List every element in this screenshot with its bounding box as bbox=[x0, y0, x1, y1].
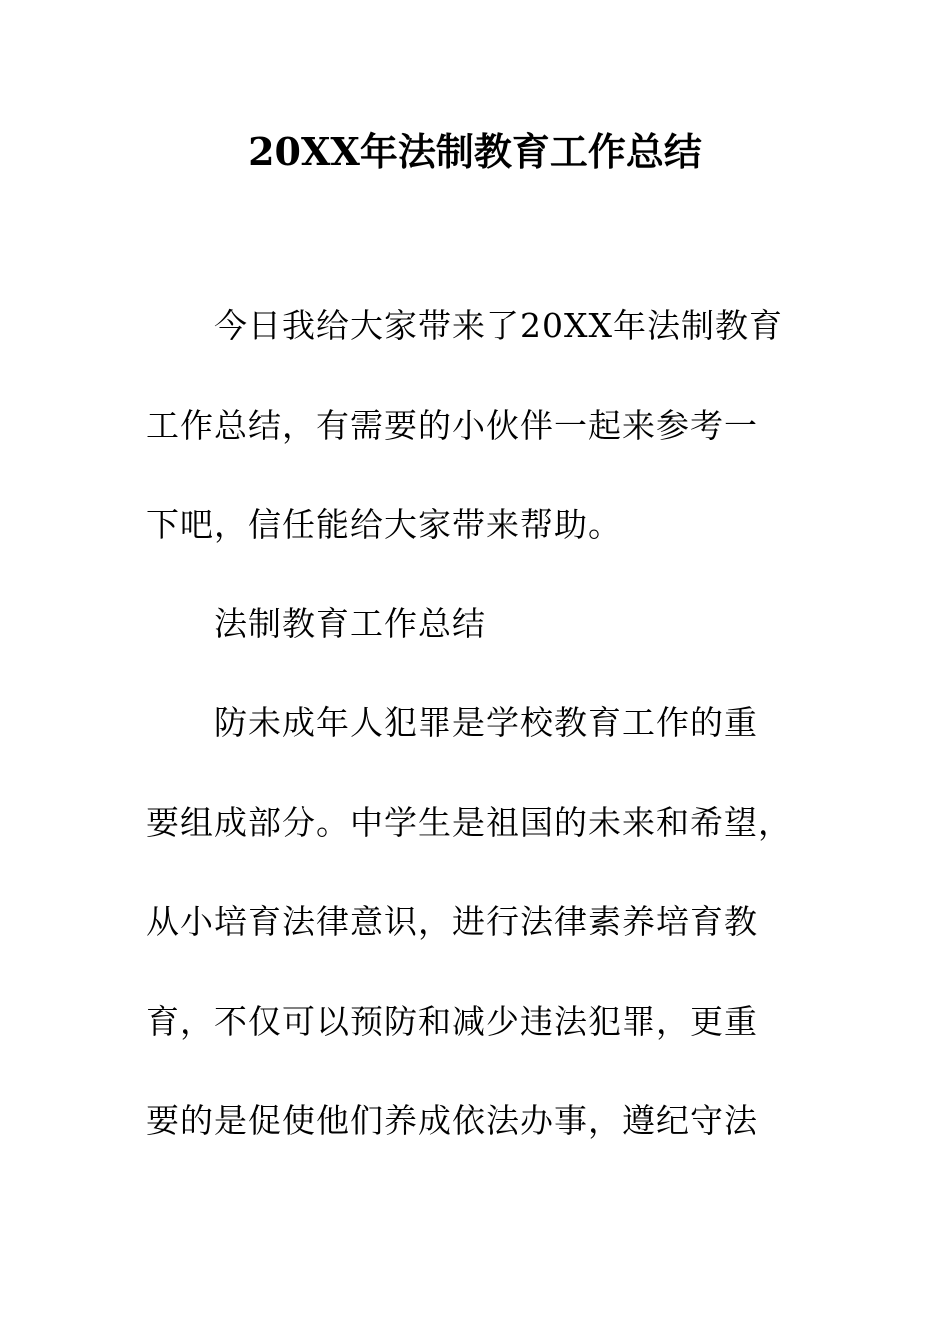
paragraph-line-1: 今日我给大家带来了20XX年法制教育 bbox=[214, 306, 783, 345]
section-heading: 法制教育工作总结 bbox=[214, 604, 486, 643]
paragraph-line-6: 从小培育法律意识，进行法律素养培育教 bbox=[146, 902, 758, 941]
paragraph-line-5: 要组成部分。中学生是祖国的未来和希望， bbox=[146, 803, 792, 842]
paragraph-line-2: 工作总结，有需要的小伙伴一起来参考一 bbox=[146, 406, 758, 445]
paragraph-line-4: 防未成年人犯罪是学校教育工作的重 bbox=[214, 703, 758, 742]
paragraph-line-3: 下吧，信任能给大家带来帮助。 bbox=[146, 505, 622, 544]
paragraph-line-8: 要的是促使他们养成依法办事，遵纪守法 bbox=[146, 1101, 758, 1140]
paragraph-line-7: 育，不仅可以预防和减少违法犯罪，更重 bbox=[146, 1002, 758, 1041]
document-title: 20XX年法制教育工作总结 bbox=[248, 129, 702, 174]
